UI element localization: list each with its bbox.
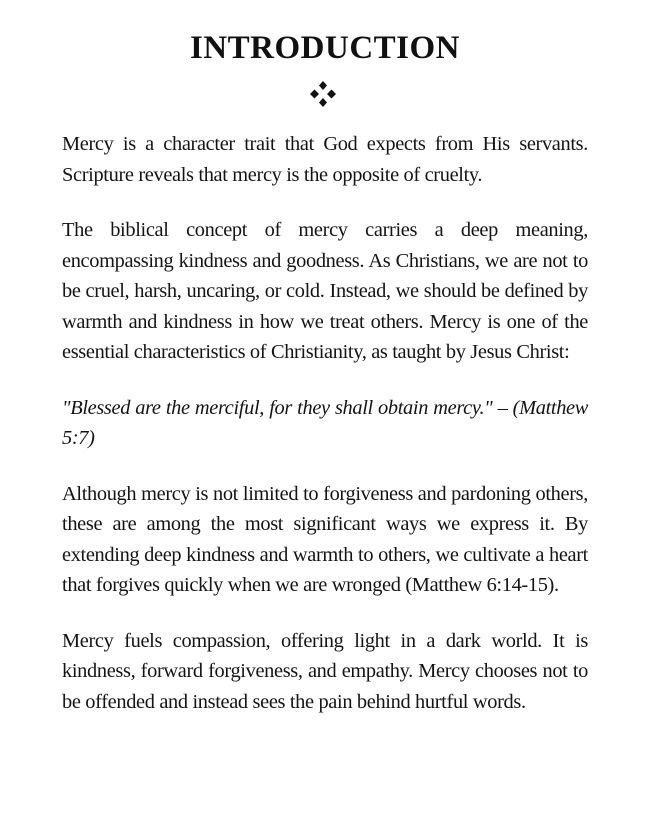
ornament-diamond-bottom [319,98,327,107]
four-diamond-ornament-icon [309,80,337,108]
paragraph-4: Mercy fuels compassion, offering light in a dark world. It is kindness, forward forgiveness, and empathy. Mercy chooses not to be offended and instead sees the pain behind hurtful words. [62,629,588,713]
chapter-title: INTRODUCTION [189,30,461,66]
ornament-diamond-right [327,90,336,99]
scripture-quote: "Blessed are the merciful, for they shall obtain mercy." – (Matthew 5:7) [62,396,588,449]
paragraph-2: The biblical concept of mercy carries a deep meaning, encompassing kindness and goodness. As Christians, we are not to be cruel, harsh, uncaring, or cold. Instead, we should be defined by warmth and kindness in how we treat others. Mercy is one of the essential characteristics of Christianity, as taught by Jesus Christ: [62,219,588,363]
body-text [62,129,588,742]
ornament-diamond-top [319,81,327,90]
ornament-diamond-left [310,90,319,99]
paragraph-1: Mercy is a character trait that God expects from His servants. Scripture reveals that mercy is the opposite of cruelty. [62,133,588,186]
paragraph-3: Although mercy is not limited to forgiveness and pardoning others, these are among the most significant ways we express it. By extending deep kindness and warmth to others, we cultivate a heart that forgives quickly when we are wronged (Matthew 6:14-15). [62,482,588,596]
